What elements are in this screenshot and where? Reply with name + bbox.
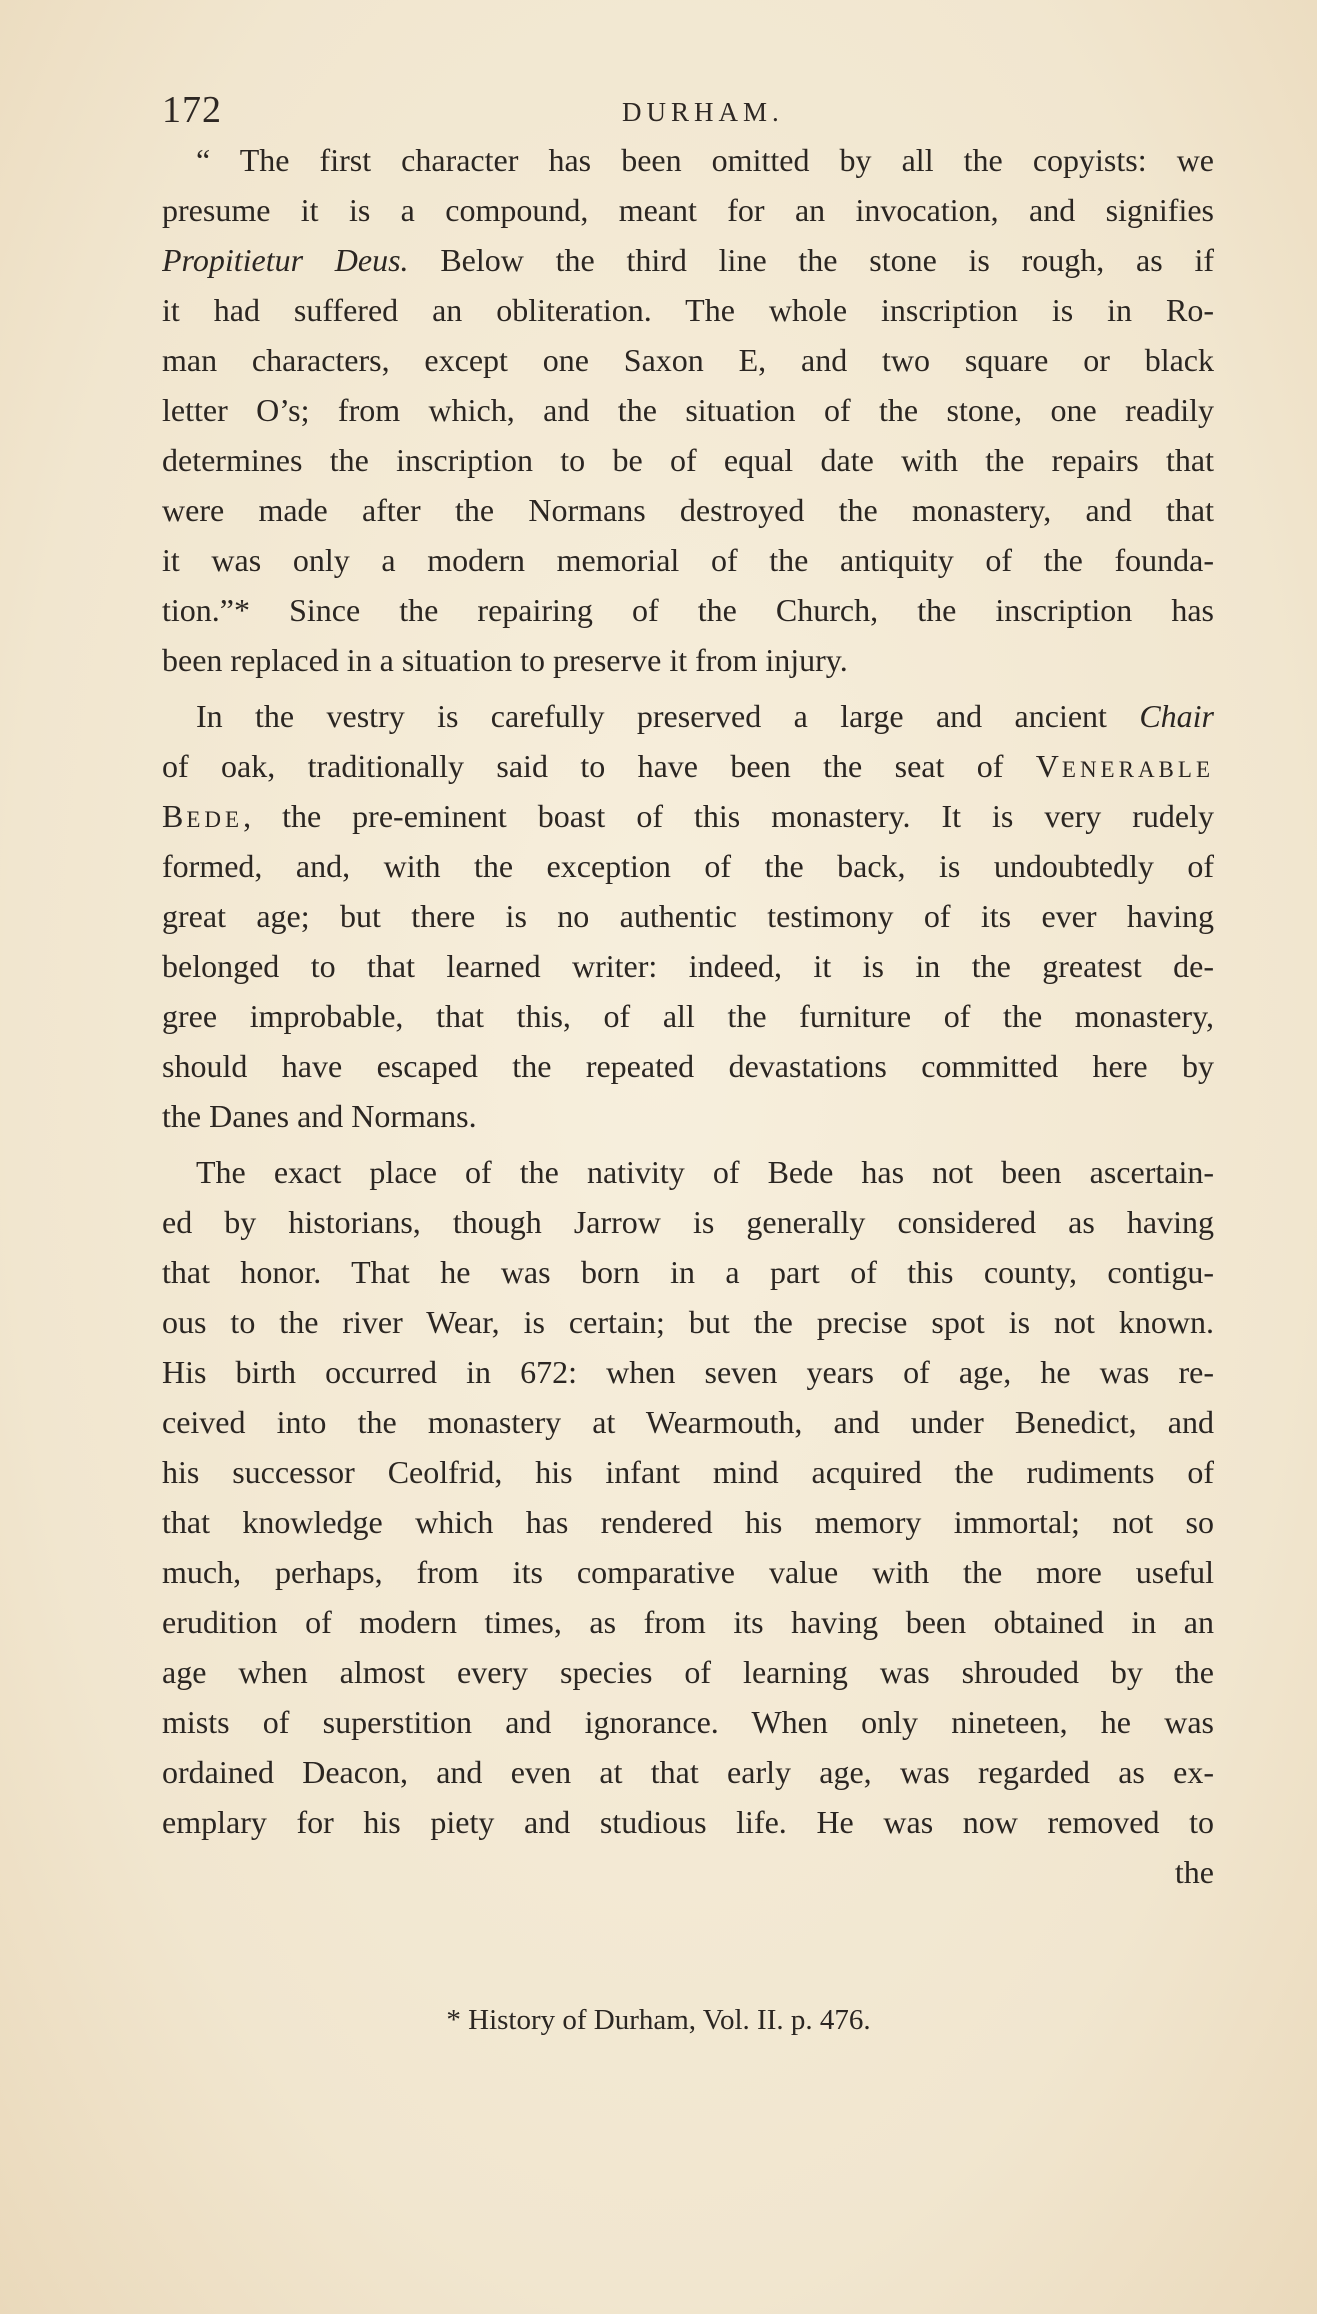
text-line: been replaced in a situation to preserve it from injury. [162,642,848,678]
running-head: DURHAM. [622,97,784,127]
text-line: mists of superstition and ignorance. When only nineteen, he was [162,1704,1214,1740]
text-line: his successor Ceolfrid, his infant mind acquired the rudiments of [162,1454,1214,1490]
line-text: of oak, traditionally said to have been the seat of [162,748,1036,784]
text-line: should have escaped the repeated devastations committed here by [162,1048,1214,1084]
text-line: determines the inscription to be of equal date with the repairs that [162,442,1214,478]
text-line [162,235,1214,285]
italic-phrase: Propitietur Deus. [162,242,409,278]
text-line: man characters, except one Saxon E, and two square or black [162,342,1214,378]
text-line: letter O’s; from which, and the situation of the stone, one readily [162,392,1214,428]
text-line: formed, and, with the exception of the back, is undoubtedly of [162,848,1214,884]
text-line [162,791,1214,841]
text-line [162,691,1214,741]
text-line: His birth occurred in 672: when seven years of age, he was re- [162,1354,1214,1390]
text-line: ed by historians, though Jarrow is generally considered as having [162,1204,1214,1240]
italic-word: Chair [1139,698,1214,734]
text-line: presume it is a compound, meant for an invocation, and signifies [162,192,1214,228]
body-text [162,135,1214,1897]
text-line: belonged to that learned writer: indeed, it is in the greatest de- [162,948,1214,984]
text-line: that knowledge which has rendered his memory immortal; not so [162,1504,1214,1540]
text-line: tion.”* Since the repairing of the Church, the inscription has [162,592,1214,628]
text-line: The exact place of the nativity of Bede has not been ascertain- [196,1154,1214,1190]
page-number: 172 [162,89,222,131]
text-line: that honor. That he was born in a part of this county, contigu- [162,1254,1214,1290]
text-line [162,741,1214,791]
small-caps-initial: B [162,798,187,834]
text-line: “ The first character has been omitted by all the copyists: we [196,142,1214,178]
small-caps-rest: ENERABLE [1061,757,1214,782]
text-line: much, perhaps, from its comparative value with the more useful [162,1554,1214,1590]
small-caps-rest: EDE [186,807,244,832]
line-text: In the vestry is carefully preserved a large and ancient [196,698,1140,734]
text-line: erudition of modern times, as from its having been obtained in an [162,1604,1214,1640]
line-text: , the pre-eminent boast of this monastery. It is very rudely [243,798,1214,834]
text-line: the Danes and Normans. [162,1098,477,1134]
text-line: ous to the river Wear, is certain; but the precise spot is not known. [162,1304,1214,1340]
text-line: it was only a modern memorial of the antiquity of the founda- [162,542,1214,578]
footnote: * History of Durham, Vol. II. p. 476. [446,2004,871,2036]
text-line: emplary for his piety and studious life. He was now removed to [162,1804,1214,1840]
page-header [162,88,1222,131]
text-line: ordained Deacon, and even at that early age, was regarded as ex- [162,1754,1214,1790]
text-line: great age; but there is no authentic testimony of its ever having [162,898,1214,934]
text-line: age when almost every species of learning was shrouded by the [162,1654,1214,1690]
small-caps-initial: V [1035,748,1062,784]
text-line: were made after the Normans destroyed the monastery, and that [162,492,1214,528]
line-text: Below the third line the stone is rough, as if [408,242,1214,278]
text-line: ceived into the monastery at Wearmouth, and under Benedict, and [162,1404,1214,1440]
catchword: the [1174,1854,1214,1890]
text-line: gree improbable, that this, of all the furniture of the monastery, [162,998,1214,1034]
text-line: it had suffered an obliteration. The whole inscription is in Ro- [162,292,1214,328]
